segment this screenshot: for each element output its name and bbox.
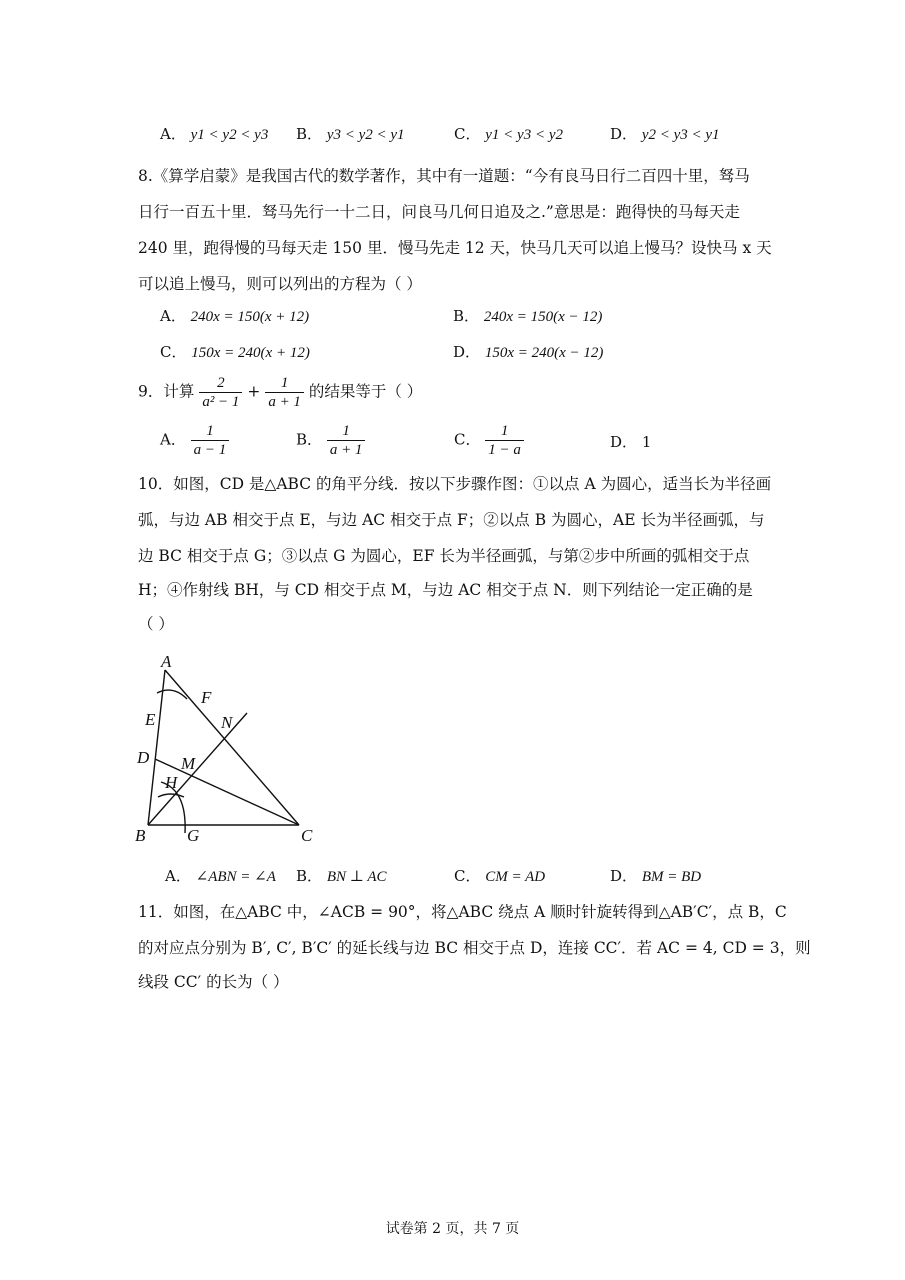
q10-line-2: 弧，与边 AB 相交于点 E，与边 AC 相交于点 F；②以点 B 为圆心，AE 长为半径画弧，与: [138, 511, 765, 529]
arc-h: [158, 794, 184, 797]
label-a: A: [161, 652, 172, 671]
page-footer: 试卷第 2 页，共 7 页: [385, 1221, 520, 1237]
q10-option-a: A． ∠ABN = ∠A: [165, 867, 276, 885]
q10-line-4: H；④作射线 BH，与 CD 相交于点 M，与边 AC 相交于点 N．则下列结论一定正确的是: [138, 581, 753, 599]
q9-stem: 9．计算 $\frac{2}{\text{a² − 1}}$ + $\frac{1}{a + 1}$ 的结果等于（ ）: [138, 375, 423, 410]
label-b: B: [135, 826, 146, 845]
label-f: F: [201, 688, 212, 707]
q8-line-1: 8.《算学启蒙》是我国古代的数学著作，其中有一道题：“今有良马日行二百四十里，驽马: [138, 167, 750, 185]
segment-ab: [148, 670, 165, 825]
q9-option-c: C． $\frac{1}{1 - a}$: [454, 422, 524, 459]
q10-option-c: C． CM = AD: [454, 867, 546, 885]
label-h: H: [165, 773, 178, 792]
label-g: G: [187, 826, 200, 845]
q10-triangle-figure: [125, 645, 335, 850]
q8-line-2: 日行一百五十里．驽马先行一十二日，问良马几何日追及之.”意思是：跑得快的马每天走: [138, 203, 740, 221]
q7-option-d: D． y2 < y3 < y1: [610, 125, 720, 143]
q11-line-3: 线段 CC′ 的长为（ ）: [138, 973, 289, 991]
q9-option-b: B． $\frac{1}{a + 1}$: [296, 422, 365, 459]
q7-option-c: C． y1 < y3 < y2: [454, 125, 563, 143]
label-m: M: [181, 754, 196, 773]
q10-option-b: B． BN ⊥ AC: [296, 867, 387, 885]
q8-line-4: 可以追上慢马，则可以列出的方程为（ ）: [138, 275, 422, 293]
q8-option-d: D． 150x = 240(x − 12): [453, 343, 604, 361]
label-n: N: [221, 713, 233, 732]
segment-ac: [165, 670, 299, 825]
q11-line-1: 11．如图，在△ABC 中，∠ACB = 90°，将△ABC 绕点 A 顺时针旋转得到△AB′C′，点 B，C: [138, 903, 787, 921]
q10-option-d: D． BM = BD: [610, 867, 702, 885]
q8-option-c: C． 150x = 240(x + 12): [160, 343, 310, 361]
q8-option-a: A． 240x = 150(x + 12): [160, 307, 310, 325]
q8-line-3: 240 里，跑得慢的马每天走 150 里．慢马先走 12 天，快马几天可以追上慢马？设快马 x 天: [138, 239, 772, 257]
q9-option-d: D． 1: [610, 433, 652, 451]
label-c: C: [301, 826, 313, 845]
q8-option-b: B． 240x = 150(x − 12): [453, 307, 603, 325]
q7-option-a: A． y1 < y2 < y3: [160, 125, 269, 143]
q10-line-1: 10．如图，CD 是△ABC 的角平分线．按以下步骤作图：①以点 A 为圆心，适当长为半径画: [138, 475, 772, 493]
q9-fraction-1: $\frac{2}{\text{a² − 1}}$: [199, 374, 242, 411]
q11-line-2: 的对应点分别为 B′, C′, B′C′ 的延长线与边 BC 相交于点 D，连接 CC′．若 AC = 4, CD = 3，则: [138, 939, 811, 957]
q9-fraction-2: $\frac{1}{a + 1}$: [265, 374, 304, 411]
label-e: E: [145, 710, 156, 729]
q10-line-5: （ ）: [138, 615, 174, 633]
q9-option-a: A． $\frac{1}{a - 1}$: [160, 422, 229, 459]
q10-line-3: 边 BC 相交于点 G；③以点 G 为圆心，EF 长为半径画弧，与第②步中所画的弧相交于点: [138, 547, 750, 565]
label-d: D: [137, 748, 150, 767]
q7-option-b: B． y3 < y2 < y1: [296, 125, 405, 143]
